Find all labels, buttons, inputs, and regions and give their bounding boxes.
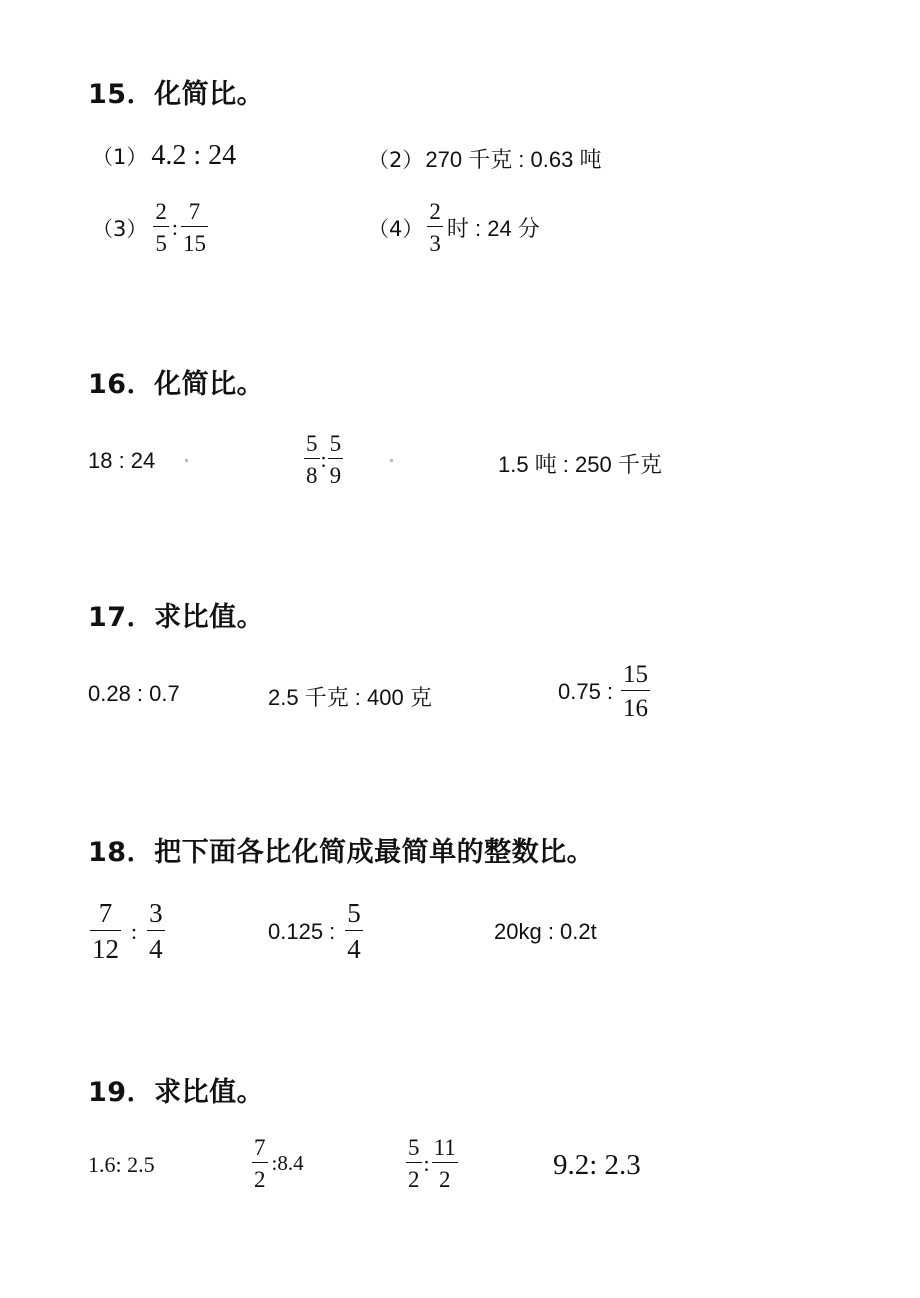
q19-item-4: 9.2: 2.3 <box>553 1149 641 1181</box>
q15-item-3 <box>92 200 208 255</box>
item-label: （1） <box>92 145 148 169</box>
q19-item-3 <box>406 1136 458 1191</box>
ratio-colon: : <box>131 918 138 944</box>
ratio-expression: 0.75 : <box>558 678 614 704</box>
stray-dot <box>185 459 188 462</box>
q16-item-3: 1.5 吨 : 250 千克 <box>498 452 662 477</box>
item-label: （3） <box>92 216 148 241</box>
q17-item-2: 2.5 千克 : 400 克 <box>268 685 432 710</box>
q18-heading: 18．把下面各比化简成最简单的整数比。 <box>88 837 595 868</box>
fraction-2-5: $\frac{2}{5}$ <box>155 199 167 256</box>
q15-item-4 <box>368 200 540 255</box>
ratio-expression: 时 : 24 分 <box>446 216 540 241</box>
fraction-2-3: $\frac{2}{3}$ <box>429 199 441 256</box>
q15-item-2 <box>368 143 601 174</box>
ratio-expression: 4.2 : 24 <box>151 140 237 171</box>
fraction-15-16: $\frac{15}{16}$ <box>623 661 649 722</box>
q17-item-1: 0.28 : 0.7 <box>88 681 180 706</box>
q18-item-2 <box>268 900 363 963</box>
fraction-7-2: $\frac{7}{2}$ <box>254 1135 266 1192</box>
item-label: （2） <box>368 147 424 172</box>
fraction-5-2: $\frac{5}{2}$ <box>408 1135 420 1192</box>
ratio-colon: : <box>423 1150 430 1176</box>
q19-item-2 <box>252 1136 304 1191</box>
fraction-7-12: $\frac{7}{12}$ <box>92 898 119 964</box>
fraction-3-4: $\frac{3}{4}$ <box>149 898 163 964</box>
ratio-expression: 270 千克 : 0.63 吨 <box>425 147 602 172</box>
q15-item-1 <box>92 140 236 172</box>
q18-item-1 <box>90 900 165 963</box>
q16-item-2 <box>304 432 343 487</box>
item-label: （4） <box>368 216 424 241</box>
q15-heading: 15．化简比。 <box>88 79 265 110</box>
ratio-colon: : <box>171 214 178 240</box>
q17-item-3 <box>558 662 650 721</box>
q18-item-3: 20kg : 0.2t <box>494 919 597 944</box>
q16-item-1: 18 : 24 <box>88 448 156 473</box>
stray-dot <box>390 459 393 462</box>
fraction-5-4: $\frac{5}{4}$ <box>347 898 361 964</box>
fraction-5-8: $\frac{5}{8}$ <box>306 431 318 488</box>
ratio-expression: :8.4 <box>271 1151 304 1175</box>
q19-heading: 19．求比值。 <box>88 1077 265 1108</box>
q17-heading: 17．求比值。 <box>88 602 265 633</box>
ratio-expression: 0.125 : <box>268 918 336 944</box>
fraction-5-9: $\frac{5}{9}$ <box>329 431 342 488</box>
fraction-7-15: $\frac{7}{15}$ <box>183 199 206 256</box>
q16-heading: 16．化简比。 <box>88 369 265 400</box>
ratio-colon: : <box>320 446 327 472</box>
fraction-11-2: $\frac{11}{2}$ <box>433 1135 456 1192</box>
q19-item-1: 1.6: 2.5 <box>88 1152 155 1177</box>
